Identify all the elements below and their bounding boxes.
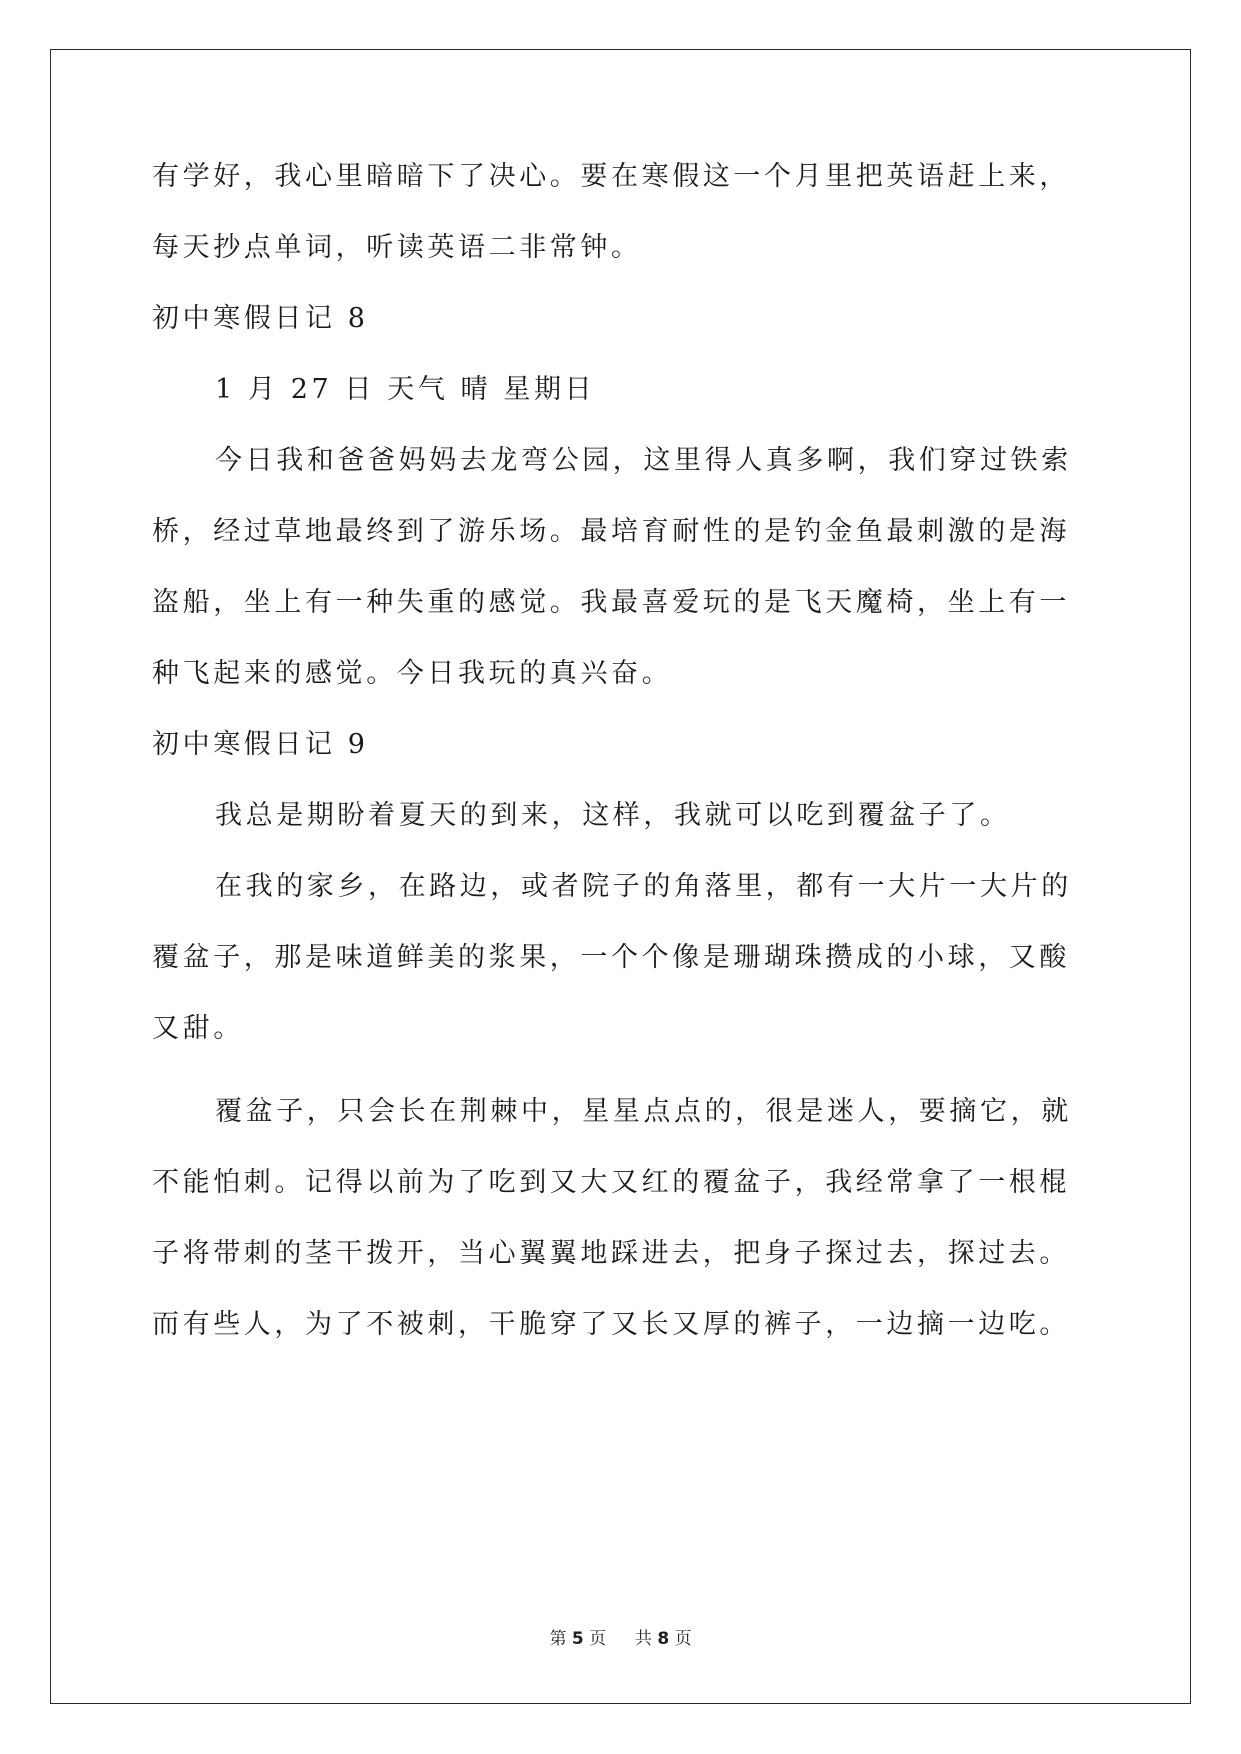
- paragraph-line: 每天抄点单词，听读英语二非常钟。: [152, 232, 642, 263]
- page-footer: [0, 1628, 1241, 1650]
- section-heading: 初中寒假日记 8: [152, 303, 369, 334]
- paragraph-line: 不能怕刺。记得以前为了吃到又大又红的覆盆子，我经常拿了一根棍: [152, 1167, 1070, 1198]
- current-page: 5: [571, 1629, 584, 1649]
- total-pages: 8: [657, 1629, 670, 1649]
- paragraph-line: 种飞起来的感觉。今日我玩的真兴奋。: [152, 658, 673, 689]
- page-total: [635, 1629, 692, 1649]
- page-suffix: 页: [589, 1629, 607, 1649]
- paragraph-line: 在我的家乡，在路边，或者院子的角落里，都有一大片一大片的: [215, 871, 1072, 902]
- paragraph-line: 我总是期盼着夏天的到来，这样，我就可以吃到覆盆子了。: [215, 800, 1011, 831]
- paragraph-line: 子将带刺的茎干拨开，当心翼翼地踩进去，把身子探过去，探过去。: [152, 1238, 1070, 1269]
- paragraph-line: 今日我和爸爸妈妈去龙弯公园，这里得人真多啊，我们穿过铁索: [215, 445, 1072, 476]
- total-prefix: 共: [634, 1629, 652, 1649]
- paragraph-line: 桥，经过草地最终到了游乐场。最培育耐性的是钓金鱼最刺激的是海: [152, 516, 1070, 547]
- page-number: [549, 1629, 611, 1649]
- paragraph-line: 覆盆子，只会长在荆棘中，星星点点的，很是迷人，要摘它，就: [215, 1096, 1072, 1127]
- diary-date-line: 1 月 27 日 天气 晴 星期日: [215, 374, 596, 405]
- paragraph-line: 覆盆子，那是味道鲜美的浆果，一个个像是珊瑚珠攒成的小球，又酸: [152, 942, 1070, 973]
- paragraph-line: 而有些人，为了不被刺，干脆穿了又长又厚的裤子，一边摘一边吃。: [152, 1309, 1070, 1340]
- page-prefix: 第: [549, 1629, 567, 1649]
- paragraph-line: 有学好，我心里暗暗下了决心。要在寒假这一个月里把英语赶上来，: [152, 161, 1070, 192]
- section-heading: 初中寒假日记 9: [152, 729, 369, 760]
- paragraph-line: 又甜。: [152, 1013, 244, 1044]
- total-suffix: 页: [674, 1629, 692, 1649]
- paragraph-line: 盗船，坐上有一种失重的感觉。我最喜爱玩的是飞天魔椅，坐上有一: [152, 587, 1070, 618]
